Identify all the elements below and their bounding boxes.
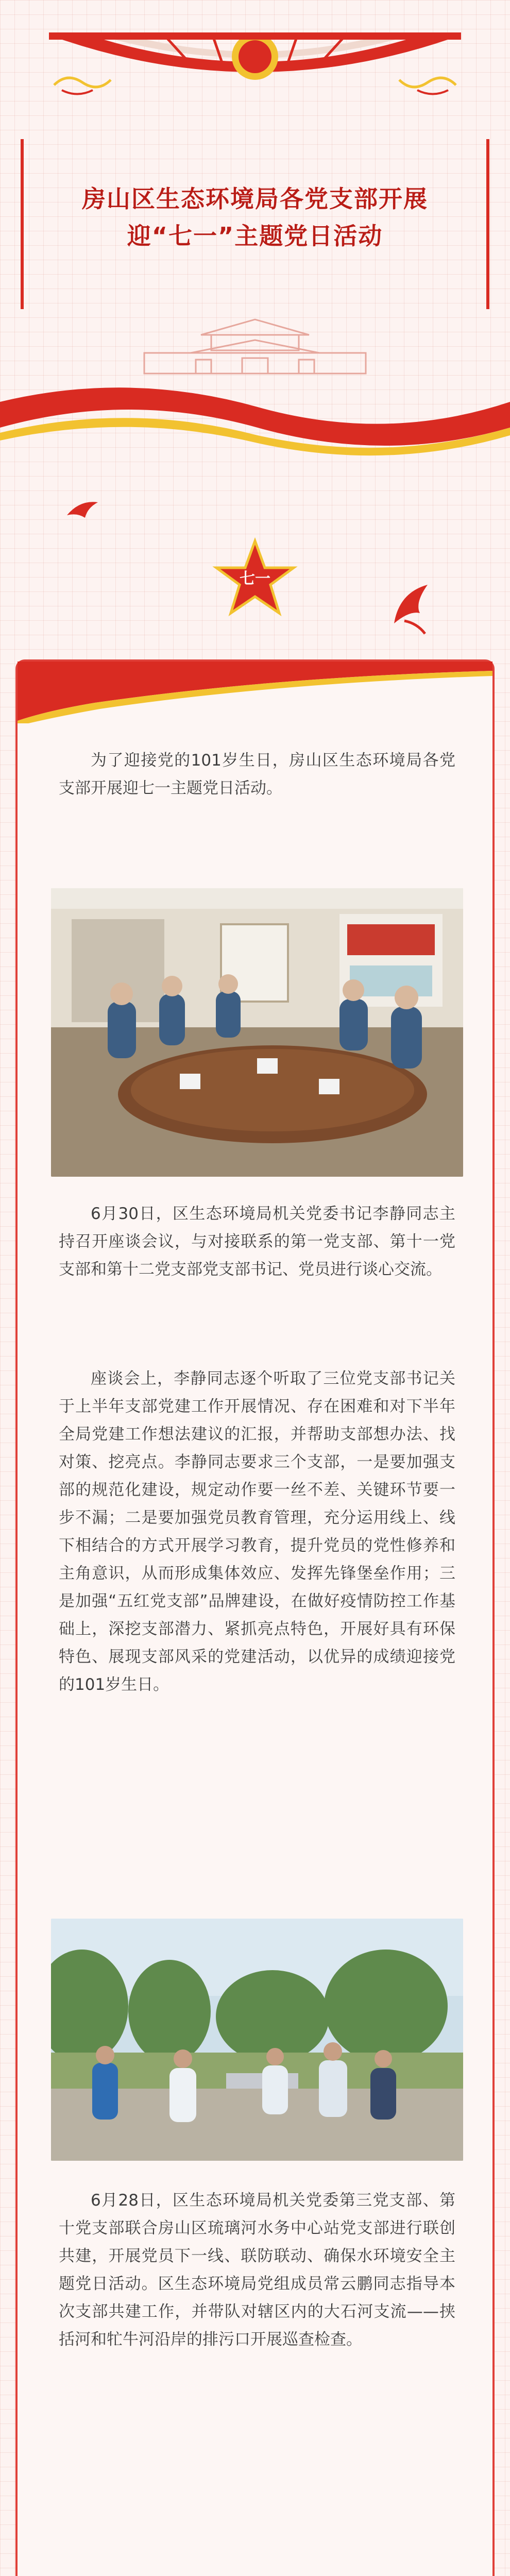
badge-label: 七一 xyxy=(240,570,270,588)
paragraph-intro: 为了迎接党的101岁生日，房山区生态环境局各党支部开展迎七一主题党日活动。 xyxy=(59,751,455,798)
page-title xyxy=(41,180,469,255)
meeting-photo-illustration xyxy=(51,888,463,1177)
paragraph-meeting: 6月30日，区生态环境局机关党委书记李静同志主持召开座谈会议，与对接联系的第一党支部、第十一党支部和第十二党支部党支部书记、党员进行谈心交流。 xyxy=(59,1205,455,1279)
paragraph-joint: 6月28日，区生态环境局机关党委第三党支部、第十党支部联合房山区琉璃河水务中心站党支部进行联创共建，开展党员下一线、联防联动、确保水环境安全主题党日活动。区生态环境局党组成员常云鹏同志指导本次支部共建工作，并带队对辖区内的大石河支流——挟括河和牤牛河沿岸的排污口开展巡查检查。 xyxy=(59,2191,455,2349)
right-flourish-icon xyxy=(397,70,458,100)
left-flourish-icon xyxy=(52,70,113,100)
tiananmen-icon xyxy=(124,314,386,376)
title-line-1: 房山区生态环境局各党支部开展 xyxy=(82,185,428,213)
dove-icon-right xyxy=(389,582,435,639)
card-ribbon xyxy=(18,662,492,723)
inspection-photo-illustration xyxy=(51,1919,463,2161)
content-card xyxy=(15,659,495,2576)
wave-band xyxy=(0,371,510,464)
header-banner xyxy=(0,0,510,464)
paragraph-speech: 座谈会上，李静同志逐个听取了三位党支部书记关于上半年支部党建工作开展情况、存在困难和对下半年全局党建工作想法建议的汇报，并帮助支部想办法、找对策、挖亮点。李静同志要求三个支部，一是要加强支部的规范化建设，规定动作要一丝不差、关键环节要一步不漏；二是要加强党员教育管理，充分运用线上、线下相结合的方式开展学习教育，提升党员的党性修养和主角意识，从而形成集体效应、发挥先锋堡垒作用；三是加强“五红党支部”品牌建设，在做好疫情防控工作基础上，深挖支部潜力、紧抓亮点特色，开展好具有环保特色、展现支部风采的党建活动，以优异的成绩迎接党的101岁生日。 xyxy=(59,1369,455,1694)
title-line-2: 迎“七一”主题党日活动 xyxy=(127,222,383,250)
star-badge xyxy=(211,536,299,623)
inspection-photo xyxy=(51,1919,463,2161)
dove-icon xyxy=(64,497,100,523)
meeting-photo xyxy=(51,888,463,1177)
